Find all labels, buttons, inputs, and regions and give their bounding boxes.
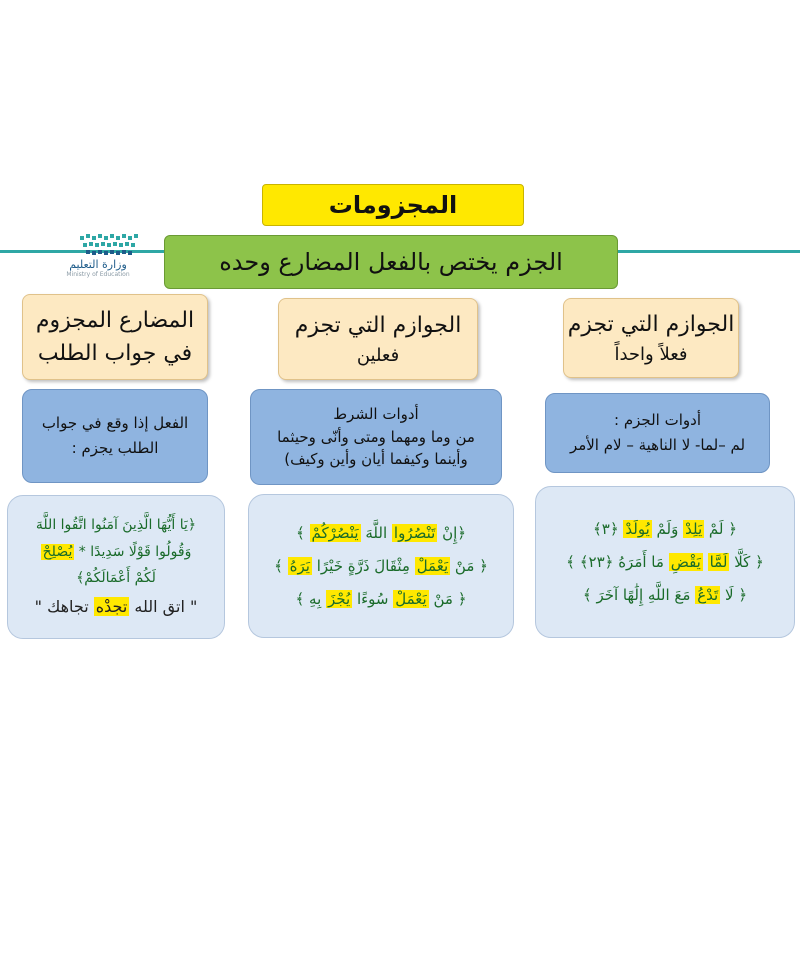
right-verses-box <box>535 486 795 638</box>
right-heading-line2: فعلاً واحداً <box>614 344 688 365</box>
left-verse-1: ﴿يَا أَيُّهَا الَّذِينَ آمَنُوا اتَّقُوا اللَّهَ <box>35 516 197 533</box>
left-tools-line1: الفعل إذا وقع في جواب <box>41 414 189 433</box>
highlight-word: يُصْلِحْ <box>42 543 73 560</box>
right-column-heading <box>563 298 739 378</box>
highlight-word: يُولَدْ <box>625 519 650 538</box>
right-heading-line1: الجوازم التي تجزم <box>567 312 735 337</box>
middle-tools-box <box>250 389 502 485</box>
highlight-word: تَنْصُرُوا <box>393 523 436 542</box>
highlight-word: لَمَّا <box>709 552 728 571</box>
middle-column-heading <box>278 298 478 380</box>
left-verse-2: وَقُولُوا قَوْلًا سَدِيدًا * يُصْلِحْ <box>42 543 192 560</box>
left-tools-line2: الطلب يجزم : <box>71 439 159 457</box>
highlight-word: يَنْصُرْكُمْ <box>311 523 359 542</box>
right-verse-3: ﴿ لَا تَدْعُ مَعَ اللَّهِ إِلَٰهًا آخَرَ ﴾ <box>582 585 748 604</box>
left-heading-line1: المضارع المجزوم <box>35 308 195 333</box>
left-verses-box <box>7 495 225 639</box>
highlight-word: يَعْمَلْ <box>416 556 449 575</box>
logo-name: وزارة التعليم <box>69 258 127 271</box>
left-heading-line2: في جواب الطلب <box>37 341 193 366</box>
middle-heading-line2: فعلين <box>356 345 400 366</box>
right-verse-2: ﴿ كَلَّا لَمَّا يَقْضِ مَا أَمَرَهُ ﴿٢٣﴾ ﴾ <box>566 552 764 571</box>
highlight-word: يَلِدْ <box>685 519 703 538</box>
main-banner: الجزم يختص بالفعل المضارع وحده <box>164 235 618 289</box>
teal-divider-right <box>618 250 800 253</box>
ministry-logo <box>48 232 148 278</box>
right-verse-1: ﴿ لَمْ يَلِدْ وَلَمْ يُولَدْ ﴿٣﴾ <box>592 519 738 538</box>
highlight-word: تَدْعُ <box>697 585 719 604</box>
middle-verses-box <box>248 494 514 638</box>
left-verse-3: لَكُمْ أَعْمَالَكُمْ﴾ <box>76 570 156 587</box>
right-tools-title: أدوات الجزم : <box>614 411 701 430</box>
logo-grid-icon <box>78 234 140 256</box>
middle-tools-title: أدوات الشرط <box>333 405 419 424</box>
middle-verse-1: ﴿إِنْ تَنْصُرُوا اللَّهَ يَنْصُرْكُمْ ﴾ <box>295 523 467 542</box>
left-column-heading <box>22 294 208 380</box>
logo-subtitle: Ministry of Education <box>66 271 130 278</box>
highlight-word: يَرَهُ <box>289 556 310 575</box>
right-tools-list: لم –لما- لا الناهية – لام الأمر <box>569 436 746 454</box>
highlight-word: يُجْزَ <box>328 589 351 608</box>
middle-heading-line1: الجوازم التي تجزم <box>294 313 462 338</box>
left-saying: " اتق الله تجدْه تجاهك " <box>34 596 198 616</box>
middle-tools-list-1: من وما ومهما ومتى وأنّى وحيثما <box>277 427 475 446</box>
page-title: المجزومات <box>262 184 524 226</box>
highlight-word: تجدْه <box>95 596 128 616</box>
highlight-word: يَعْمَلْ <box>395 589 427 608</box>
highlight-word: يَقْضِ <box>670 552 701 571</box>
middle-verse-2: ﴿ مَنْ يَعْمَلْ مِثْقَالَ ذَرَّةٍ خَيْرًا يَرَهُ ﴾ <box>274 556 488 575</box>
right-tools-box <box>545 393 770 473</box>
middle-verse-3: ﴿ مَنْ يَعْمَلْ سُوءًا يُجْزَ بِهِ ﴾ <box>295 589 467 608</box>
middle-tools-list-2: وأينما وكيفما أيان وأين وكيف) <box>284 450 468 469</box>
left-tools-box <box>22 389 208 483</box>
